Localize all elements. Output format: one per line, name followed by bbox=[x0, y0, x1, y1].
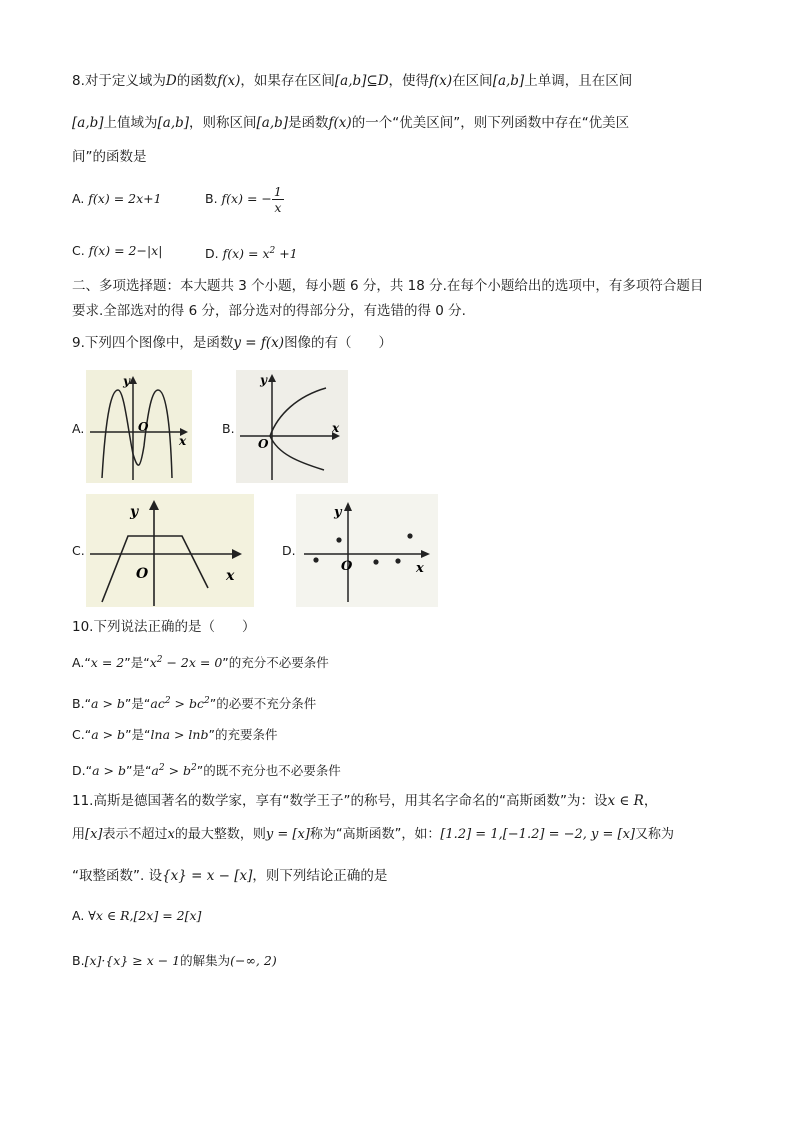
graph-b-svg bbox=[236, 370, 348, 483]
graph-c-svg bbox=[86, 494, 254, 607]
section-2-line-1: 二、多项选择题：本大题共 3 个小题，每小题 6 分，共 18 分.在每个小题给出的选项中，有多项符合题目 bbox=[72, 278, 704, 294]
q9-graph-a bbox=[86, 370, 192, 483]
q10-option-a: A.“x = 2”是“$x^2 - 2x = 0$”的充分不必要条件 bbox=[72, 655, 329, 671]
fraction: $\frac{1}{x}$ bbox=[273, 184, 282, 215]
svg-text:O: O bbox=[136, 566, 149, 582]
q9-graph-c bbox=[86, 494, 254, 607]
svg-text:y: y bbox=[130, 504, 139, 520]
svg-text:O: O bbox=[138, 420, 149, 434]
q10-option-d: D.“a > b”是“$a^2 > b^2$”的既不充分也不必要条件 bbox=[72, 763, 341, 779]
q8-option-c: C. f(x) = 2−|x| bbox=[72, 243, 163, 258]
q10-stem: 10.下列说法正确的是（ ） bbox=[72, 619, 256, 635]
q8-option-b: B. f(x) = − $\frac{1}{x}$ bbox=[205, 184, 282, 215]
svg-text:O: O bbox=[341, 559, 353, 574]
q8-line-3: 间”的函数是 bbox=[72, 149, 147, 165]
graph-a-svg bbox=[86, 370, 192, 483]
q9-label-c: C. bbox=[72, 543, 85, 558]
svg-text:x: x bbox=[179, 434, 187, 448]
q11-option-b: B.[x]·{x} ≥ x − 1的解集为(−∞, 2) bbox=[72, 953, 277, 968]
q9-graph-d bbox=[296, 494, 438, 607]
q11-line-3: “取整函数”. 设{x} = x − [x]，则下列结论正确的是 bbox=[72, 868, 388, 884]
q8-line-1: 8.对于定义域为D的函数f(x)，如果存在区间[a,b]⊆D，使得f(x)在区间[a,b]上单调，且在区间 bbox=[72, 73, 633, 89]
q11-line-1: 11.高斯是德国著名的数学家，享有“数学王子”的称号，用其名字命名的“高斯函数”为：设x ∈ R， bbox=[72, 793, 658, 809]
q10-option-b: B.“a > b”是“$ac^2 > bc^2$”的必要不充分条件 bbox=[72, 696, 317, 712]
q9-label-d: D. bbox=[282, 543, 296, 558]
section-2-line-2: 要求.全部选对的得 6 分，部分选对的得部分分，有选错的得 0 分. bbox=[72, 303, 466, 319]
svg-text:x: x bbox=[332, 421, 340, 435]
q9-stem: 9.下列四个图像中，是函数y = f(x)图像的有（ ） bbox=[72, 335, 393, 351]
svg-text:y: y bbox=[334, 505, 342, 520]
graph-d-svg bbox=[296, 494, 438, 607]
svg-text:x: x bbox=[416, 561, 424, 576]
q9-label-a: A. bbox=[72, 421, 85, 436]
q8-option-d: D. $f(x) = x^2 +1$ bbox=[205, 246, 298, 262]
q11-line-2: 用[x]表示不超过x的最大整数，则y = [x]称为“高斯函数”，如：[1.2] = 1,[−1.2] = −2, y = [x]又称为 bbox=[72, 827, 675, 842]
q11-option-a: A. ∀x ∈ R,[2x] = 2[x] bbox=[72, 908, 202, 923]
q9-label-b: B. bbox=[222, 421, 235, 436]
q8-line-2: [a,b]上值域为[a,b]，则称区间[a,b]是函数f(x)的一个“优美区间”，则下列函数中存在“优美区 bbox=[72, 115, 630, 131]
svg-text:y: y bbox=[123, 374, 130, 388]
q10-option-c: C.“a > b”是“lna > lnb”的充要条件 bbox=[72, 727, 278, 742]
q8-option-a: A. f(x) = 2x+1 bbox=[72, 191, 162, 206]
svg-text:O: O bbox=[258, 437, 269, 451]
svg-text:x: x bbox=[226, 568, 235, 584]
q9-graph-b bbox=[236, 370, 348, 483]
svg-text:y: y bbox=[260, 373, 267, 387]
domain-symbol: D bbox=[165, 73, 177, 89]
